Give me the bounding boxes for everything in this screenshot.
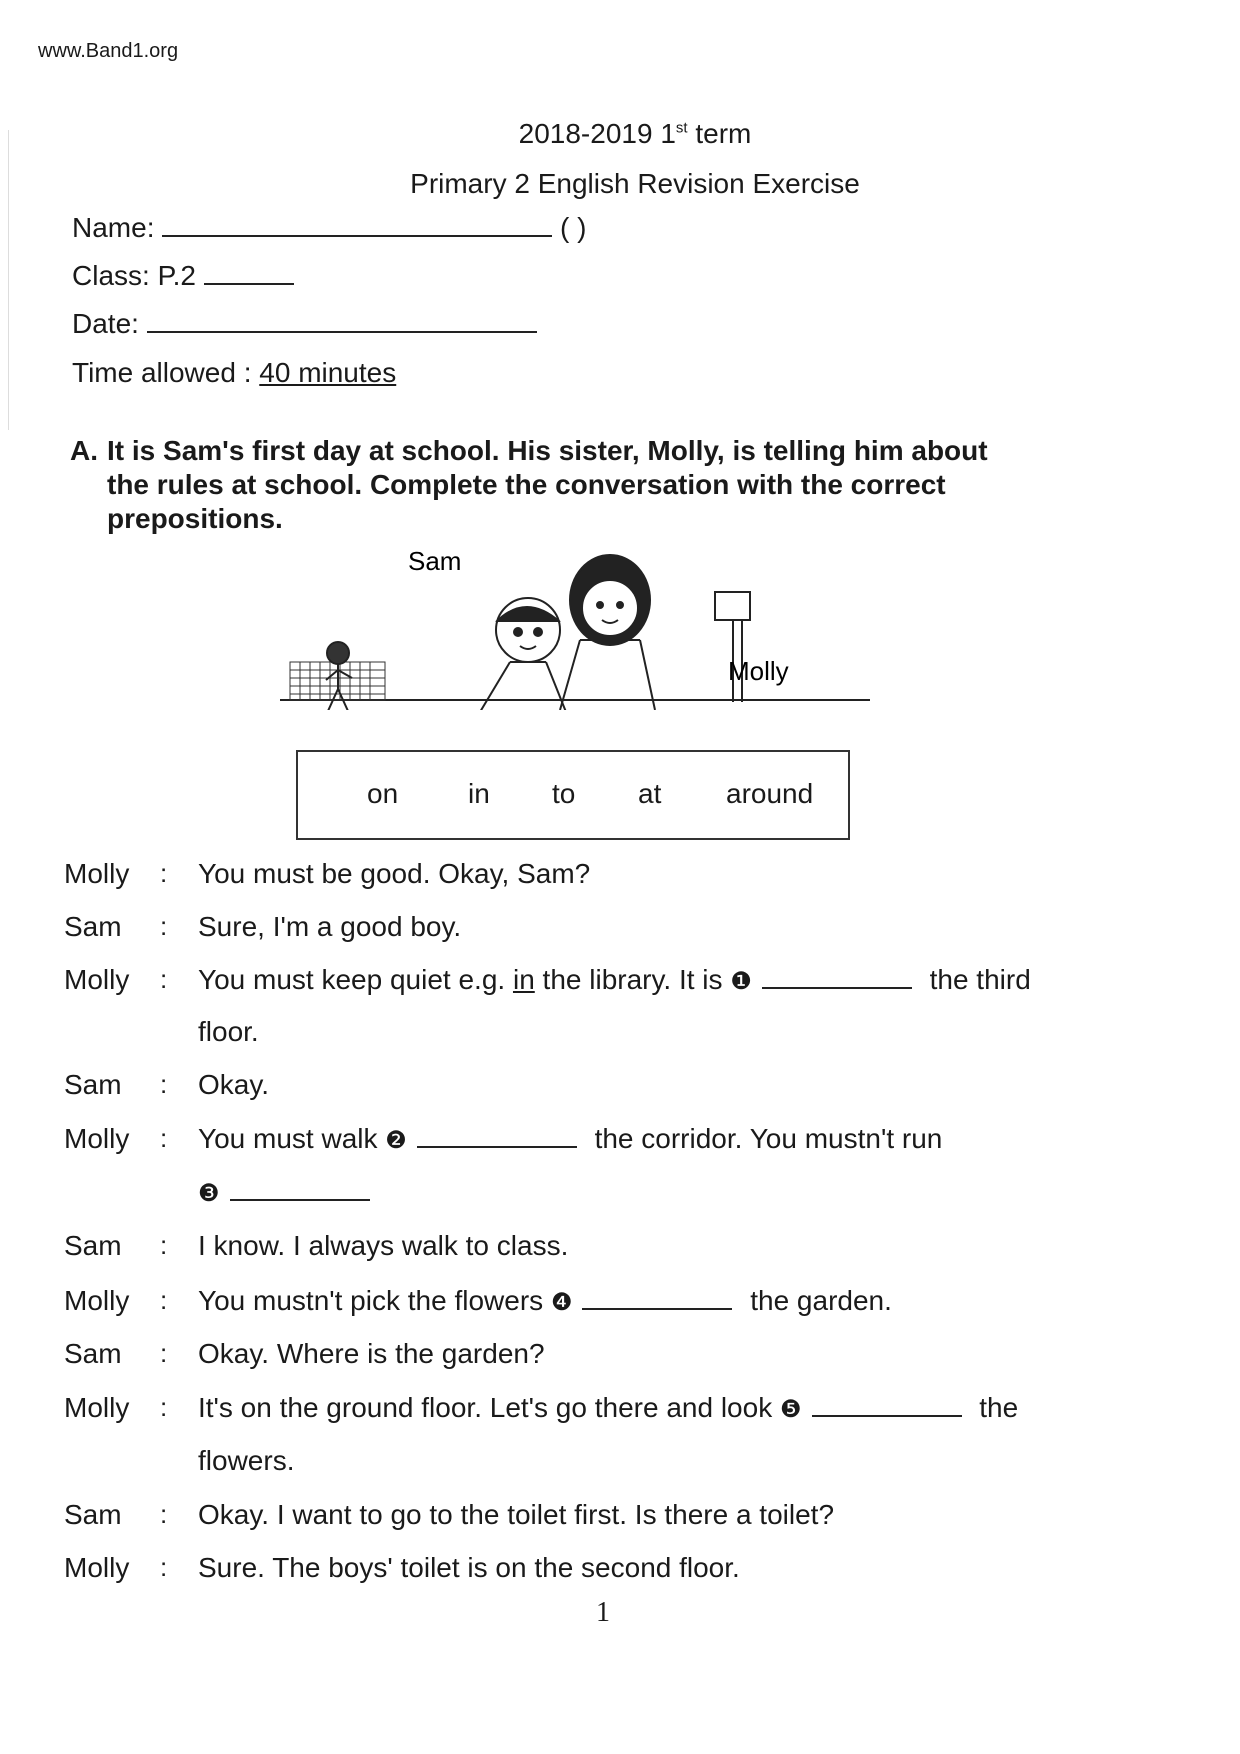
dialogue-text: Okay. [198, 1069, 270, 1100]
instruction-line: prepositions. [107, 503, 283, 534]
molly-label: Molly [728, 656, 789, 686]
date-row [72, 308, 537, 340]
instruction-line: the rules at school. Complete the conversation with the correct [107, 469, 946, 500]
colon-separator: : [160, 1123, 168, 1153]
dialogue-line [198, 1016, 259, 1048]
question-number: ❶ [730, 968, 752, 995]
colon-separator: : [160, 1230, 168, 1260]
example-answer: in [512, 964, 535, 995]
question-number: ❸ [198, 1180, 220, 1207]
word-on: on [367, 778, 399, 809]
dialogue-text: You must walk [198, 1123, 386, 1154]
dialogue-line [198, 1499, 834, 1531]
speaker-name: Molly [64, 1285, 130, 1316]
dialogue-text: the library. It is [534, 964, 731, 995]
speaker-name: Molly [64, 964, 130, 995]
term-sup: st [675, 119, 688, 137]
word-around: around [726, 778, 814, 809]
dialogue-line [198, 1123, 942, 1155]
answer-blank[interactable] [230, 1177, 370, 1201]
word-at: at [638, 778, 662, 809]
colon-separator: : [160, 911, 168, 941]
colon-separator: : [160, 1338, 168, 1368]
term-year: 2018-2019 1 [518, 118, 676, 149]
question-number: ❹ [550, 1289, 573, 1316]
speaker-name: Molly [64, 858, 130, 889]
dialogue-text: the garden. [742, 1285, 892, 1316]
class-number-brackets[interactable]: ( ) [560, 212, 587, 243]
dialogue-line [198, 1069, 269, 1101]
dialogue-text: Okay. I want to go to the toilet first. Is there a toilet? [198, 1499, 835, 1530]
term-word: term [695, 118, 752, 149]
name-row [72, 212, 586, 244]
speaker-name: Sam [64, 1069, 122, 1100]
dialogue-line [198, 1552, 740, 1584]
dialogue-text: Okay. Where is the garden? [198, 1338, 545, 1369]
colon-separator: : [160, 964, 168, 994]
term-heading [0, 118, 1240, 150]
dialogue-text: the [971, 1392, 1019, 1423]
molly-figure [560, 555, 655, 710]
dialogue-text: floor. [198, 1016, 259, 1047]
dialogue-text: I know. I always walk to class. [198, 1230, 569, 1261]
dialogue-line [198, 1285, 892, 1317]
answer-blank[interactable] [417, 1124, 577, 1148]
question-number: ❺ [779, 1396, 802, 1423]
dialogue-line [198, 1338, 545, 1370]
speaker-name: Sam [64, 1338, 122, 1369]
page-title: Primary 2 English Revision Exercise [410, 168, 860, 199]
name-label: Name: [72, 212, 155, 243]
dialogue-line [198, 1230, 568, 1262]
speaker-name: Sam [64, 911, 122, 942]
dialogue-text: Sure, I'm a good boy. [198, 911, 462, 942]
dialogue-text: It's on the ground floor. Let's go there and look [198, 1392, 780, 1423]
instruction-line: It is Sam's first day at school. His sister, Molly, is telling him about [107, 435, 988, 466]
sam-label: Sam [408, 550, 462, 576]
colon-separator: : [160, 1392, 168, 1422]
question-number: ❷ [385, 1127, 407, 1154]
speaker-name: Sam [64, 1499, 122, 1530]
dialogue-text: the corridor. You mustn't run [586, 1123, 943, 1154]
speaker-name: Molly [64, 1123, 130, 1154]
dialogue-text: You must be good. Okay, Sam? [198, 858, 591, 889]
word-in: in [468, 778, 490, 809]
dialogue-line [198, 858, 590, 890]
colon-separator: : [160, 1285, 168, 1315]
watermark: www.Band1.org [38, 40, 179, 62]
dialogue-text: You must keep quiet e.g. [198, 964, 513, 995]
dialogue-text: flowers. [198, 1445, 295, 1476]
word-bank [296, 750, 850, 840]
answer-blank[interactable] [812, 1393, 962, 1417]
name-blank[interactable] [162, 213, 552, 237]
class-blank[interactable] [204, 261, 294, 285]
dialogue-line [198, 1445, 294, 1477]
colon-separator: : [160, 1499, 168, 1529]
answer-blank[interactable] [582, 1286, 732, 1310]
time-value: 40 minutes [259, 357, 397, 388]
date-label: Date: [72, 308, 139, 339]
colon-separator: : [160, 1069, 168, 1099]
time-row [72, 357, 396, 389]
page-number: 1 [596, 1597, 610, 1628]
class-label: Class: P.2 [72, 260, 196, 291]
speaker-name: Molly [64, 1392, 130, 1423]
answer-blank[interactable] [762, 965, 912, 989]
school-illustration [280, 550, 880, 710]
time-label: Time allowed : [72, 357, 252, 388]
dialogue-line [198, 1176, 380, 1208]
word-to: to [552, 778, 576, 809]
section-letter: A. [70, 435, 98, 466]
dialogue-text: You mustn't pick the flowers [198, 1285, 551, 1316]
dialogue-line [198, 911, 461, 943]
colon-separator: : [160, 1552, 168, 1582]
dialogue-line [198, 964, 1031, 996]
colon-separator: : [160, 858, 168, 888]
class-row [72, 260, 294, 292]
dialogue-text: Sure. The boys' toilet is on the second floor. [198, 1552, 740, 1583]
speaker-name: Sam [64, 1230, 122, 1261]
sam-figure [480, 598, 566, 710]
speaker-name: Molly [64, 1552, 130, 1583]
dialogue-line [198, 1392, 1018, 1424]
dialogue-text: the third [921, 964, 1031, 995]
date-blank[interactable] [147, 309, 537, 333]
